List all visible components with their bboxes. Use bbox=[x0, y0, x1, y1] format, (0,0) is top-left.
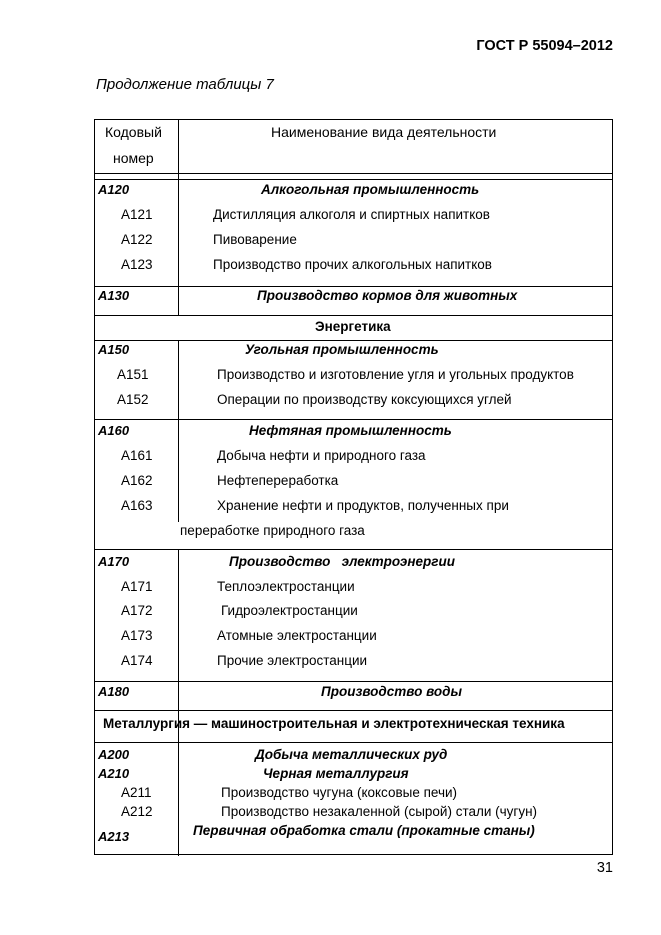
column-header-code: Кодовый bbox=[105, 124, 162, 140]
item-code: А171 bbox=[121, 579, 153, 594]
item-name: Теплоэлектростанции bbox=[217, 579, 355, 594]
row-rule bbox=[95, 340, 612, 341]
item-code: А174 bbox=[121, 653, 153, 668]
page-number: 31 bbox=[596, 860, 613, 876]
item-name: Производство незакаленной (сырой) стали (чугун) bbox=[221, 804, 538, 819]
item-name: Операции по производству коксующихся углей bbox=[217, 392, 512, 407]
item-code: А152 bbox=[117, 392, 149, 407]
item-code: А151 bbox=[117, 367, 149, 382]
row-rule bbox=[95, 742, 612, 743]
group-title: Черная металлургия bbox=[263, 766, 409, 781]
item-name: Производство прочих алкогольных напитков bbox=[213, 257, 492, 272]
item-code: А172 bbox=[121, 603, 153, 618]
row-rule bbox=[95, 419, 612, 420]
column-header-name: Наименование вида деятельности bbox=[271, 124, 497, 140]
group-code: А210 bbox=[98, 766, 130, 781]
column-divider bbox=[178, 549, 179, 742]
item-code: А123 bbox=[121, 257, 153, 272]
group-title: Алкогольная промышленность bbox=[261, 182, 480, 197]
item-code: А163 bbox=[121, 498, 153, 513]
group-code: А130 bbox=[98, 288, 130, 303]
item-name: Хранение нефти и продуктов, полученных при bbox=[217, 498, 509, 513]
group-code: А180 bbox=[98, 684, 130, 699]
item-name: Атомные электростанции bbox=[217, 628, 377, 643]
header-rule bbox=[95, 173, 612, 174]
group-code: А170 bbox=[98, 554, 130, 569]
row-rule bbox=[95, 549, 612, 550]
group-code: А213 bbox=[98, 829, 130, 844]
row-rule bbox=[95, 315, 612, 316]
item-name: Пивоварение bbox=[213, 232, 297, 247]
group-title: Угольная промышленность bbox=[245, 342, 439, 357]
group-code: А150 bbox=[98, 342, 130, 357]
group-title: Нефтяная промышленность bbox=[249, 423, 452, 438]
column-divider bbox=[178, 340, 179, 522]
section-heading: Энергетика bbox=[315, 319, 391, 334]
row-rule bbox=[95, 286, 612, 287]
column-header-code-line2: номер bbox=[113, 150, 154, 166]
group-code: А120 bbox=[98, 182, 130, 197]
header-rule-double bbox=[95, 179, 612, 180]
item-code: А161 bbox=[121, 448, 153, 463]
section-heading: Металлургия — машиностроительная и электротехническая техника bbox=[103, 716, 565, 731]
item-name: Гидроэлектростанции bbox=[221, 603, 358, 618]
item-code: А211 bbox=[121, 785, 152, 800]
group-code: А200 bbox=[98, 747, 130, 762]
item-code: А162 bbox=[121, 473, 153, 488]
group-title: Производство электроэнергии bbox=[229, 554, 455, 569]
group-title: Добыча металлических руд bbox=[255, 747, 448, 762]
item-code: А173 bbox=[121, 628, 153, 643]
group-title: Первичная обработка стали (прокатные станы) bbox=[193, 823, 535, 838]
item-name: Добыча нефти и природного газа bbox=[217, 448, 426, 463]
item-name-continuation: переработке природного газа bbox=[180, 523, 365, 538]
item-name: Нефтепереработка bbox=[217, 473, 339, 488]
row-rule bbox=[95, 710, 612, 711]
column-divider bbox=[178, 120, 179, 315]
group-code: А160 bbox=[98, 423, 130, 438]
item-name: Производство и изготовление угля и угольных продуктов bbox=[217, 367, 574, 382]
column-divider bbox=[178, 742, 179, 856]
item-code: А212 bbox=[121, 804, 153, 819]
item-code: А122 bbox=[121, 232, 153, 247]
item-name: Дистилляция алкоголя и спиртных напитков bbox=[213, 207, 490, 222]
table-continuation-label: Продолжение таблицы 7 bbox=[96, 76, 274, 93]
standard-code: ГОСТ Р 55094–2012 bbox=[476, 38, 613, 54]
item-code: А121 bbox=[121, 207, 153, 222]
activity-table bbox=[94, 119, 613, 855]
item-name: Производство чугуна (коксовые печи) bbox=[221, 785, 458, 800]
group-title: Производство воды bbox=[321, 684, 463, 699]
group-title: Производство кормов для животных bbox=[257, 288, 518, 303]
item-name: Прочие электростанции bbox=[217, 653, 368, 668]
row-rule bbox=[95, 681, 612, 682]
